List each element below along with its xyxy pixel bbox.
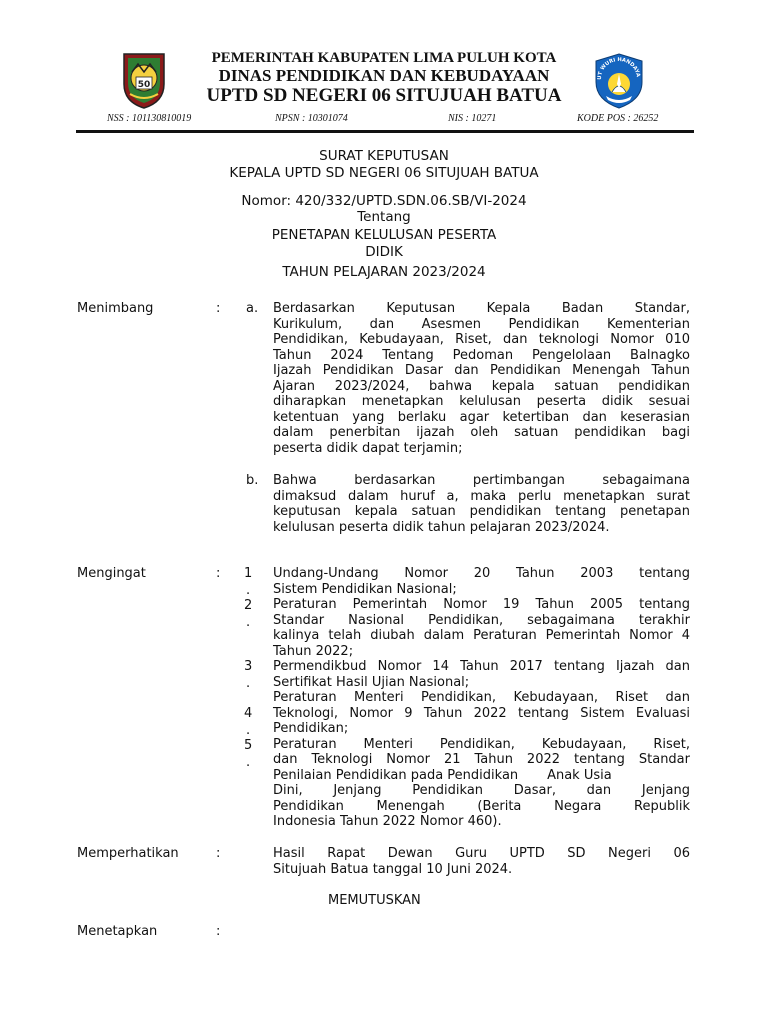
text-line: ketentuan yang berlaku agar ketertiban dan keserasian (273, 409, 690, 425)
letterhead-divider (76, 130, 694, 133)
npsn-number: NPSN : 10301074 (275, 113, 348, 124)
text-line: Sertifikat Hasil Ujian Nasional; (273, 674, 470, 690)
text-line: Pendidikan, Kebudayaan, Riset, dan teknologi Nomor 010 (273, 332, 690, 347)
text-line: Kurikulum, dan Asesmen Pendidikan Kementerian (273, 316, 690, 332)
school-name: UPTD SD NEGERI 06 SITUJUAH BATUA (206, 85, 562, 106)
list-marker: 1 (244, 566, 253, 581)
menetapkan-colon: : (216, 924, 221, 939)
memperhatikan-colon: : (216, 846, 221, 861)
text-line: kalinya telah diubah dalam Peraturan Pemerintah Nomor 4 (273, 628, 690, 643)
list-marker: 5 (244, 738, 253, 753)
emblem-number: 50 (137, 80, 151, 90)
subject-line-1: PENETAPAN KELULUSAN PESERTA (271, 227, 497, 243)
text-line: Berdasarkan Keputusan Kepala Badan Standar, (273, 301, 690, 316)
text-line: dan Teknologi Nomor 21 Tahun 2022 tentang Standar (273, 752, 690, 767)
document-type: SURAT KEPUTUSAN (319, 148, 449, 164)
text-line: Dini, Jenjang Pendidikan Dasar, dan Jenjang (273, 783, 690, 798)
list-marker: 4 (244, 706, 253, 721)
text-line: diharapkan menetapkan kelulusan peserta didik sesuai (273, 394, 690, 409)
menimbang-label: Menimbang (77, 301, 154, 316)
text-line: Undang-Undang Nomor 20 Tahun 2003 tentang (273, 566, 690, 581)
tentang-label: Tentang (357, 209, 411, 225)
text-line: Ajaran 2023/2024, bahwa kepala satuan pendidikan (273, 378, 690, 394)
text-line: peserta didik dapat terjamin; (273, 440, 463, 456)
text-line: dalam penerbitan ijazah oleh satuan pendidikan bagi (273, 425, 690, 440)
text-line: Situjuah Batua tanggal 10 Juni 2024. (273, 861, 513, 877)
mengingat-list (273, 566, 690, 830)
text-line: Standar Nasional Pendidikan, sebagaimana terakhir (273, 612, 690, 628)
logo-motto: UT WURI HANDAYA (596, 56, 641, 81)
list-marker: 2 (244, 598, 253, 613)
government-name: PEMERINTAH KABUPATEN LIMA PULUH KOTA (211, 50, 557, 66)
text-line: Pendidikan Menengah (Berita Negara Republik (273, 798, 690, 814)
text-line: Peraturan Pemerintah Nomor 19 Tahun 2005 tentang (273, 597, 690, 612)
text-line: Indonesia Tahun 2022 Nomor 460). (273, 814, 502, 829)
text-line: keputusan kepala satuan pendidikan tentang penetapan (273, 504, 690, 519)
text-line: Tahun 2022; (273, 643, 354, 659)
text-line: kelulusan peserta didik tahun pelajaran 2023/2024. (273, 519, 610, 535)
menetapkan-label: Menetapkan (77, 924, 158, 939)
menimbang-b-text (273, 473, 690, 535)
list-marker: . (246, 755, 251, 770)
text-line: Bahwa berdasarkan pertimbangan sebagaimana (273, 473, 690, 488)
text-line: Penilaian Pendidikan pada Pendidikan Anak Usia (273, 767, 612, 783)
text-line: Peraturan Menteri Pendidikan, Kebudayaan, Riset, (273, 736, 690, 752)
menimbang-a-text (273, 301, 690, 456)
mengingat-label: Mengingat (77, 566, 146, 581)
list-marker: . (246, 583, 251, 598)
postal-code: KODE POS : 26252 (577, 113, 659, 124)
text-line: Hasil Rapat Dewan Guru UPTD SD Negeri 06 (273, 846, 690, 861)
text-line: Permendikbud Nomor 14 Tahun 2017 tentang Ijazah dan (273, 659, 690, 674)
text-line: Tahun 2024 Tentang Pedoman Pengelolaan Balnagko (273, 347, 690, 363)
academic-year: TAHUN PELAJARAN 2023/2024 (282, 264, 486, 280)
memperhatikan-text (273, 846, 690, 877)
nss-number: NSS : 101130810019 (107, 113, 192, 124)
text-line: Ijazah Pendidikan Dasar dan Pendidikan Menengah Tahun (273, 363, 690, 378)
text-line: Peraturan Menteri Pendidikan, Kebudayaan, Riset dan (273, 690, 690, 705)
menimbang-b-marker: b. (246, 473, 259, 488)
text-line: Sistem Pendidikan Nasional; (273, 581, 457, 597)
subject-line-2: DIDIK (365, 244, 403, 260)
memperhatikan-label: Memperhatikan (77, 846, 179, 861)
document-number: Nomor: 420/332/UPTD.SDN.06.SB/VI-2024 (241, 193, 527, 209)
text-line: Teknologi, Nomor 9 Tahun 2022 tentang Sistem Evaluasi (273, 705, 690, 721)
decision-heading: MEMUTUSKAN (328, 893, 421, 908)
nis-number: NIS : 10271 (448, 113, 497, 124)
mengingat-colon: : (216, 566, 221, 581)
text-line: dimaksud dalam huruf a, maka perlu menetapkan surat (273, 488, 690, 504)
list-marker: . (246, 723, 251, 738)
menimbang-a-marker: a. (246, 301, 259, 316)
text-line: Pendidikan; (273, 721, 349, 736)
department-name: DINAS PENDIDIKAN DAN KEBUDAYAAN (218, 66, 550, 85)
list-marker: . (246, 615, 251, 630)
document-issuer: KEPALA UPTD SD NEGERI 06 SITUJUAH BATUA (229, 165, 539, 181)
menimbang-colon: : (216, 301, 221, 316)
list-marker: . (246, 676, 251, 691)
list-marker: 3 (244, 659, 253, 674)
